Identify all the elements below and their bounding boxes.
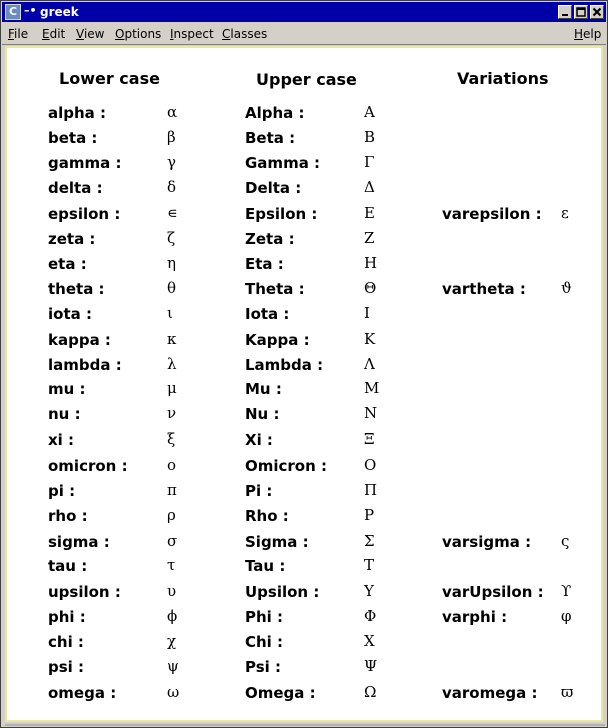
lowercase-symbol: σ xyxy=(167,532,178,550)
app-menu-icon[interactable]: C xyxy=(5,4,21,20)
uppercase-symbol: Λ xyxy=(364,355,375,373)
menu-options[interactable]: Options xyxy=(115,27,162,41)
lowercase-name: omega : xyxy=(48,684,117,702)
uppercase-name: Mu : xyxy=(245,380,282,398)
uppercase-name: Beta : xyxy=(245,129,296,147)
variation-symbol: φ xyxy=(561,607,572,625)
variation-symbol: ϑ xyxy=(561,279,572,297)
uppercase-name: Xi : xyxy=(245,431,273,449)
lowercase-name: beta : xyxy=(48,129,98,147)
lowercase-name: theta : xyxy=(48,280,105,298)
lowercase-name: iota : xyxy=(48,305,92,323)
lowercase-name: xi : xyxy=(48,431,75,449)
uppercase-name: Phi : xyxy=(245,608,284,626)
uppercase-symbol: Ν xyxy=(364,404,378,422)
lowercase-name: psi : xyxy=(48,658,85,676)
variation-symbol: ς xyxy=(561,532,570,550)
uppercase-name: Alpha : xyxy=(245,104,305,122)
lowercase-symbol: ψ xyxy=(167,657,179,675)
uppercase-symbol: Ω xyxy=(364,683,377,701)
uppercase-symbol: Δ xyxy=(364,178,375,196)
lowercase-symbol: ξ xyxy=(167,430,176,448)
lowercase-name: pi : xyxy=(48,482,76,500)
uppercase-name: Sigma : xyxy=(245,533,309,551)
uppercase-name: Upsilon : xyxy=(245,583,320,601)
menu-file[interactable]: File xyxy=(8,27,29,41)
lowercase-symbol: δ xyxy=(167,178,177,196)
lowercase-symbol: γ xyxy=(167,153,176,171)
uppercase-symbol: Μ xyxy=(364,379,380,397)
lowercase-symbol: μ xyxy=(167,379,177,397)
uppercase-symbol: Τ xyxy=(364,556,375,574)
variation-name: varomega : xyxy=(442,684,538,702)
lowercase-name: tau : xyxy=(48,557,88,575)
menu-classes[interactable]: Classes xyxy=(222,27,268,41)
variation-symbol: ε xyxy=(561,204,569,222)
uppercase-name: Theta : xyxy=(245,280,305,298)
lowercase-symbol: ∊ xyxy=(167,204,178,222)
upper-case-header: Upper case xyxy=(256,70,357,89)
uppercase-name: Iota : xyxy=(245,305,290,323)
variation-name: varUpsilon : xyxy=(442,583,544,601)
lower-case-header: Lower case xyxy=(59,69,160,88)
lowercase-symbol: ζ xyxy=(167,229,176,247)
uppercase-name: Nu : xyxy=(245,405,280,423)
uppercase-name: Tau : xyxy=(245,557,286,575)
uppercase-name: Epsilon : xyxy=(245,205,318,223)
uppercase-name: Delta : xyxy=(245,179,302,197)
variation-symbol: ϖ xyxy=(561,683,574,701)
uppercase-symbol: Ο xyxy=(364,456,377,474)
uppercase-symbol: Φ xyxy=(364,607,377,625)
lowercase-symbol: π xyxy=(167,481,177,499)
lowercase-name: mu : xyxy=(48,380,86,398)
variation-name: varepsilon : xyxy=(442,205,542,223)
uppercase-symbol: Γ xyxy=(364,153,375,171)
uppercase-name: Psi : xyxy=(245,658,282,676)
uppercase-symbol: Ρ xyxy=(364,506,375,524)
lowercase-symbol: β xyxy=(167,128,176,146)
uppercase-symbol: Ζ xyxy=(364,229,375,247)
lowercase-name: gamma : xyxy=(48,154,122,172)
menu-inspect[interactable]: Inspect xyxy=(170,27,214,41)
lowercase-name: delta : xyxy=(48,179,103,197)
uppercase-symbol: Ι xyxy=(364,304,370,322)
uppercase-name: Omicron : xyxy=(245,457,328,475)
lowercase-name: zeta : xyxy=(48,230,96,248)
uppercase-symbol: Χ xyxy=(364,632,375,650)
variation-symbol: ϒ xyxy=(561,582,572,600)
lowercase-name: upsilon : xyxy=(48,583,121,601)
uppercase-symbol: Η xyxy=(364,254,378,272)
uppercase-name: Pi : xyxy=(245,482,273,500)
lowercase-symbol: ι xyxy=(167,304,173,322)
greek-table-panel xyxy=(5,46,603,722)
lowercase-name: alpha : xyxy=(48,104,107,122)
lowercase-name: chi : xyxy=(48,633,84,651)
menu-bar xyxy=(2,23,606,45)
uppercase-symbol: Π xyxy=(364,481,378,499)
uppercase-symbol: Υ xyxy=(364,582,374,600)
variation-name: varsigma : xyxy=(442,533,532,551)
menu-view[interactable]: View xyxy=(76,27,105,41)
lowercase-name: sigma : xyxy=(48,533,110,551)
uppercase-symbol: Ξ xyxy=(364,430,375,448)
lowercase-symbol: ω xyxy=(167,683,180,701)
uppercase-name: Lambda : xyxy=(245,356,324,374)
uppercase-symbol: Β xyxy=(364,128,376,146)
lowercase-name: phi : xyxy=(48,608,86,626)
lowercase-name: rho : xyxy=(48,507,88,525)
lowercase-name: lambda : xyxy=(48,356,122,374)
lowercase-symbol: τ xyxy=(167,556,176,574)
menu-edit[interactable]: Edit xyxy=(42,27,66,41)
maximize-icon xyxy=(575,6,587,18)
maximize-button[interactable] xyxy=(574,5,588,19)
uppercase-name: Rho : xyxy=(245,507,289,525)
lowercase-symbol: υ xyxy=(167,582,177,600)
uppercase-symbol: Α xyxy=(364,103,375,121)
lowercase-name: nu : xyxy=(48,405,81,423)
lowercase-symbol: η xyxy=(167,254,176,272)
minimize-button[interactable] xyxy=(558,5,572,19)
uppercase-name: Eta : xyxy=(245,255,284,273)
lowercase-symbol: α xyxy=(167,103,178,121)
variation-name: varphi : xyxy=(442,608,508,626)
uppercase-name: Gamma : xyxy=(245,154,321,172)
uppercase-name: Omega : xyxy=(245,684,316,702)
title-bar[interactable] xyxy=(2,2,606,22)
uppercase-symbol: Θ xyxy=(364,279,377,297)
lowercase-symbol: χ xyxy=(167,632,177,650)
variations-header: Variations xyxy=(457,69,549,88)
uppercase-name: Kappa : xyxy=(245,331,310,349)
lowercase-symbol: θ xyxy=(167,279,177,297)
lowercase-symbol: ρ xyxy=(167,506,176,524)
uppercase-name: Zeta : xyxy=(245,230,295,248)
uppercase-symbol: Σ xyxy=(364,532,375,550)
bottom-border xyxy=(5,724,605,726)
close-button[interactable] xyxy=(590,5,604,19)
lowercase-name: omicron : xyxy=(48,457,128,475)
lowercase-symbol: λ xyxy=(167,355,177,373)
window-title: greek xyxy=(40,5,79,19)
lowercase-symbol: ο xyxy=(167,456,177,474)
lowercase-symbol: ϕ xyxy=(167,607,178,625)
lowercase-symbol: κ xyxy=(167,330,177,348)
minimize-icon xyxy=(559,6,571,18)
uppercase-name: Chi : xyxy=(245,633,284,651)
close-icon xyxy=(591,6,603,18)
variation-name: vartheta : xyxy=(442,280,526,298)
lowercase-name: eta : xyxy=(48,255,87,273)
uppercase-symbol: Ψ xyxy=(364,657,378,675)
lowercase-symbol: ν xyxy=(167,404,177,422)
lowercase-name: kappa : xyxy=(48,331,111,349)
menu-help[interactable]: Help xyxy=(574,27,602,41)
uppercase-symbol: Ε xyxy=(364,204,375,222)
lowercase-name: epsilon : xyxy=(48,205,121,223)
uppercase-symbol: Κ xyxy=(364,330,376,348)
shade-icon[interactable]: –• xyxy=(24,4,37,17)
